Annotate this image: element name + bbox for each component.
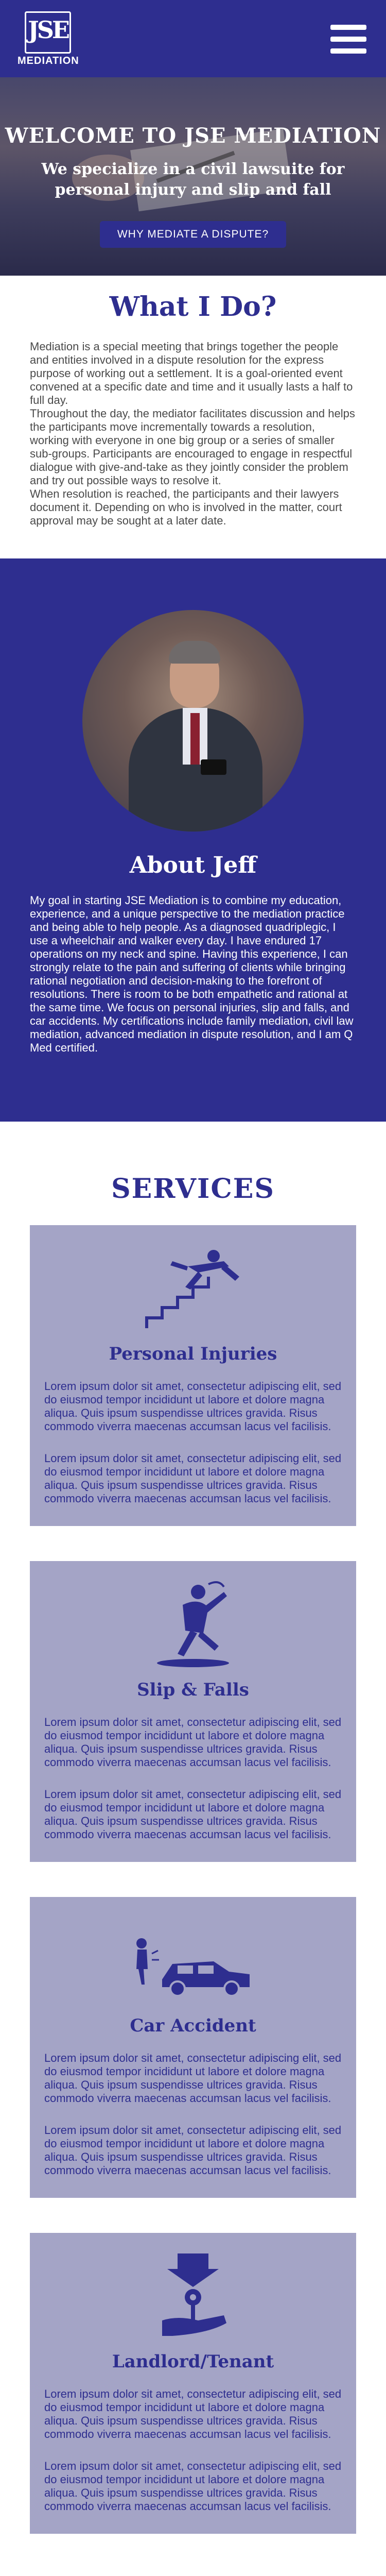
service-text: Lorem ipsum dolor sit amet, consectetur adipiscing elit, sed do eiusmod tempor incididunt ut labore et dolore magna aliqua. Quis ipsum suspendisse ultrices gravida. Risus commodo viverra maecenas accumsan lacus vel facilisis.: [44, 2124, 342, 2177]
what-i-do-section: [0, 276, 386, 558]
services-section: [0, 1122, 386, 2576]
about-heading: About Jeff: [129, 852, 257, 878]
about-text: My goal in starting JSE Mediation is to combine my education, experience, and a unique perspective to the mediation practice and being able to help people. As a diagnosed quadriplegic, I use a wheelchair and walker every day. I have endured 17 operations on my neck and spine. Having this experience, I can strongly relate to the pain and suffering of clients while bringing rational negotiation and decision-making to the forefront of resolutions. There is room to be both empathetic and rational at the same time. We focus on personal injuries, slip and falls, and car accidents. My certifications include family mediation, civil law mediation, advanced mediation in dispute resolution, and I am Q Med certified.: [30, 894, 354, 1054]
logo-letters: JSE: [27, 16, 68, 44]
service-title: Slip & Falls: [137, 1680, 249, 1700]
service-text: Lorem ipsum dolor sit amet, consectetur adipiscing elit, sed do eiusmod tempor incididunt ut labore et dolore magna aliqua. Quis ipsum suspendisse ultrices gravida. Risus commodo viverra maecenas accumsan lacus vel facilisis.: [44, 1788, 342, 1841]
jeff-portrait-image: [82, 610, 304, 832]
hero-subtitle: We specialize in a civil lawsuite for personal injury and slip and fall: [41, 160, 345, 199]
service-card-landlord-tenant: [30, 2233, 356, 2534]
site-header: [0, 0, 386, 77]
site-logo[interactable]: [17, 11, 78, 67]
house-key-hand-icon: [142, 2248, 244, 2341]
hero-title: WELCOME TO JSE MEDIATION: [5, 124, 381, 148]
what-i-do-text: Mediation is a special meeting that brings together the people and entities involved in a dispute resolution for the express purpose of working out a settlement. It is a goal-oriented event convened at a specific date and time and it usually lasts a half to full day. Throughout the day, the mediator facilitates discussion and helps the participants move incrementally towards a resolution, working with everyone in one big group or a series of smaller sub-groups. Participants are encouraged to engage in respectful dialogue with give-and-take as they jointly consider the problem and try out possible ways to resolve it. When resolution is reached, the participants and their lawyers document it. Depending on who is involved in the matter, court approval may be sought at a later date.: [30, 340, 355, 527]
service-text: Lorem ipsum dolor sit amet, consectetur adipiscing elit, sed do eiusmod tempor incididunt ut labore et dolore magna aliqua. Quis ipsum suspendisse ultrices gravida. Risus commodo viverra maecenas accumsan lacus vel facilisis.: [44, 1380, 342, 1433]
logo-word: MEDIATION: [17, 55, 79, 66]
hamburger-menu-icon[interactable]: [330, 25, 366, 54]
why-mediate-button[interactable]: WHY MEDIATE A DISPUTE?: [100, 221, 286, 248]
service-text: Lorem ipsum dolor sit amet, consectetur adipiscing elit, sed do eiusmod tempor incididunt ut labore et dolore magna aliqua. Quis ipsum suspendisse ultrices gravida. Risus commodo viverra maecenas accumsan lacus vel facilisis.: [44, 2460, 342, 2513]
service-text: Lorem ipsum dolor sit amet, consectetur adipiscing elit, sed do eiusmod tempor incididunt ut labore et dolore magna aliqua. Quis ipsum suspendisse ultrices gravida. Risus commodo viverra maecenas accumsan lacus vel facilisis.: [44, 1716, 342, 1769]
services-heading: SERVICES: [111, 1173, 275, 1205]
falling-stairs-icon: [136, 1241, 250, 1333]
service-card-slip-falls: [30, 1561, 356, 1862]
service-text: Lorem ipsum dolor sit amet, consectetur adipiscing elit, sed do eiusmod tempor incididunt ut labore et dolore magna aliqua. Quis ipsum suspendisse ultrices gravida. Risus commodo viverra maecenas accumsan lacus vel facilisis.: [44, 2387, 342, 2441]
what-i-do-heading: What I Do?: [109, 291, 277, 323]
slip-fall-icon: [142, 1577, 244, 1669]
service-text: Lorem ipsum dolor sit amet, consectetur adipiscing elit, sed do eiusmod tempor incididunt ut labore et dolore magna aliqua. Quis ipsum suspendisse ultrices gravida. Risus commodo viverra maecenas accumsan lacus vel facilisis.: [44, 2052, 342, 2105]
service-title: Personal Injuries: [109, 1344, 277, 1364]
service-title: Landlord/Tenant: [112, 2351, 274, 2372]
about-section: [0, 558, 386, 1122]
service-card-car-accident: [30, 1897, 356, 2198]
car-accident-icon: [126, 1912, 260, 2005]
logo-mark: [25, 11, 71, 54]
service-title: Car Accident: [130, 2015, 256, 2036]
service-card-personal-injuries: [30, 1225, 356, 1526]
hero-banner: [0, 77, 386, 276]
service-text: Lorem ipsum dolor sit amet, consectetur adipiscing elit, sed do eiusmod tempor incididunt ut labore et dolore magna aliqua. Quis ipsum suspendisse ultrices gravida. Risus commodo viverra maecenas accumsan lacus vel facilisis.: [44, 1452, 342, 1505]
